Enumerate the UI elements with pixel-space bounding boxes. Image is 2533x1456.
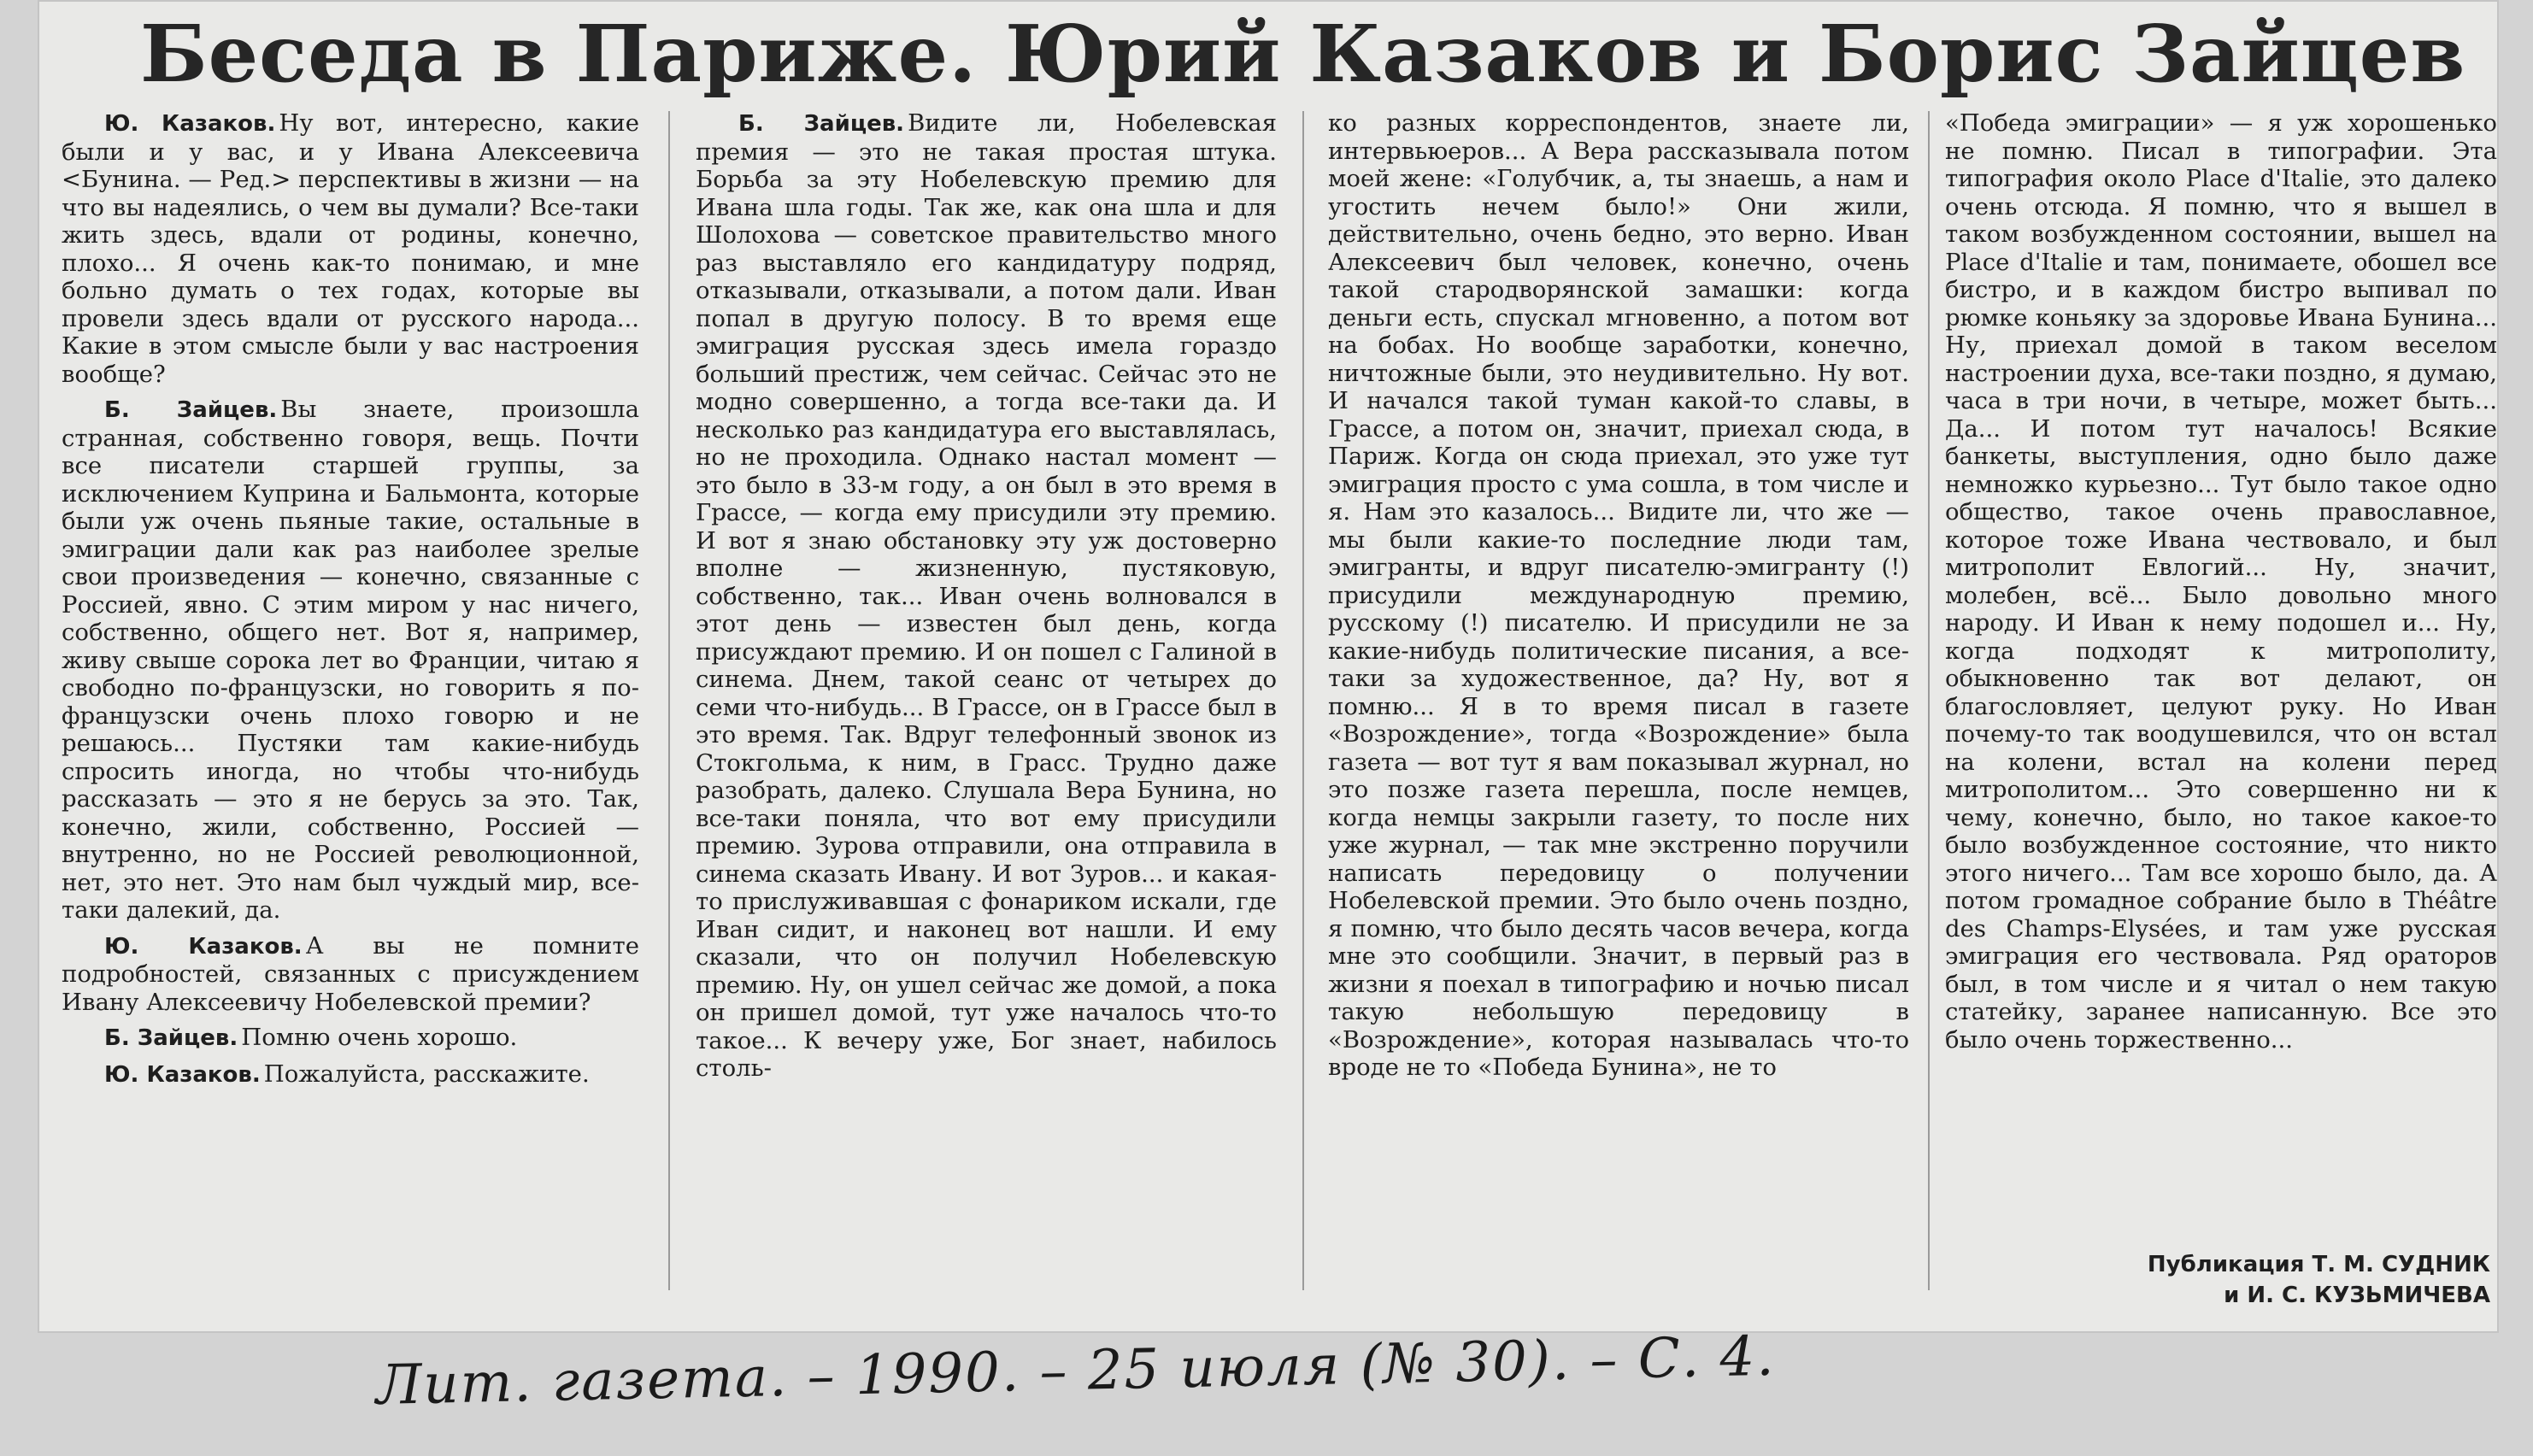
column-divider bbox=[1302, 111, 1304, 1290]
paragraph-text: «Победа эмиграции» — я уж хорошенько не помню. Писал в типографии. Эта типография около Place d'Italie, это далеко очень отсюда. Я помню, что я вышел в таком возбужденном состоянии, вышел на Place d'Italie и там, понимаете, обошел все бистро, и в каждом бистро выпивал по рюмке коньяку за здоровье Ивана Бунина... Ну, приехал домой в таком веселом настроении духа, все-таки поздно, я думаю, часа в три ночи, в четыре, может быть... Да... И потом тут началось! Всякие банкеты, выступления, одно было даже немножко курьезно... Тут было такое одно общество, такое очень православное, которое тоже Ивана чествовало, и был митрополит Евлогий... Ну, значит, молебен, всё... Было довольно много народу. И Иван к нему подошел и... Ну, когда подходят к митрополиту, обыкновенно так вот делают, он благословляет, целуют руку. Но Иван почему-то так воодушевился, что он встал на колени, встал на колени перед митрополитом... Это совершенно ни к чему, конечно, было, но такое какое-то было возбужденное состояние, что никто этого ничего... Там все хорошо было, да. А потом громадное собрание было в Théâtre des Champs-Elysées, и там уже русская эмиграция его чествовала. Ряд ораторов был, в том числе и я читал о нем такую статейку, заранее написанную. Все это было очень торжественно... bbox=[1945, 109, 2497, 1054]
paragraph-text: Ну вот, интересно, какие были и у вас, и у Ивана Алексеевича <Бунина. — Ред.> перспективы в жизни — на что вы надеялись, о чем вы думали? Все-таки жить здесь, вдали от родины, конечно, плохо... Я очень как-то понимаю, и мне больно думать о тех годах, которые вы провели здесь вдали от русского народа... Какие в этом смысле были у вас настроения вообще? bbox=[62, 109, 639, 388]
article-headline: Беседа в Париже. Юрий Казаков и Борис Зайцев bbox=[140, 8, 2466, 100]
article-paragraph bbox=[62, 1024, 639, 1053]
paragraph-text: А вы не помните подробностей, связанных с присуждением Ивану Алексеевичу Нобелевской премии? bbox=[62, 931, 639, 1016]
article-column-4 bbox=[1945, 109, 2497, 1323]
paragraph-text: Помню очень хорошо. bbox=[241, 1024, 518, 1051]
article-paragraph bbox=[62, 1060, 639, 1089]
paragraph-text: Пожалуйста, расскажите. bbox=[263, 1060, 590, 1088]
article-paragraph bbox=[62, 932, 639, 1017]
speaker-name: Б. Зайцев. bbox=[104, 397, 278, 423]
paragraph-text: Вы знаете, произошла странная, собственно говоря, вещь. Почти все писатели старшей группы, за исключением Куприна и Бальмонта, которые были уж очень пьяные такие, остальные в эмиграции дали как раз наиболее зрелые свои произведения — конечно, связанные с Россией, явно. С этим миром у нас ничего, собственно, общего нет. Вот я, например, живу свыше сорока лет во Франции, читаю я свободно по-французски, но говорить я по-французски очень плохо говорю и не решаюсь... Пустяки там какие-нибудь спросить иногда, но чтобы что-нибудь рассказать — это я не берусь за это. Так, конечно, жили, собственно, Россией — внутренно, но не Россией революционной, нет, это нет. Это нам был чуждый мир, все-таки далекий, да. bbox=[62, 396, 639, 924]
paragraph-text: Видите ли, Нобелевская премия — это не такая простая штука. Борьба за эту Нобелевскую премию для Ивана шла годы. Так же, как она шла и для Шолохова — советское правительство много раз выставляло его кандидатуру подряд, отказывали, отказывали, а потом дали. Иван попал в другую полосу. В то время еще эмиграция русская здесь имела гораздо больший престиж, чем сейчас. Сейчас это не модно совершенно, а тогда все-таки да. И несколько раз кандидатура его выставлялась, но не проходила. Однако настал момент — это было в 33-м году, а он был в это время в Грассе, — когда ему присудили эту премию. И вот я знаю обстановку эту уж достоверно вполне — жизненную, пустяковую, собственно, так... Иван очень волновался в этот день — известен был день, когда присуждают премию. И он пошел с Галиной в синема. Днем, такой сеанс от четырех до семи что-нибудь... В Грассе, он в Грассе был в это время. Так. Вдруг телефонный звонок из Стокгольма, к ним, в Грасс. Трудно даже разобрать, далеко. Слушала Вера Бунина, но все-таки поняла, что вот ему присудили премию. Зурова отправили, она отправила в синема сказать Ивану. И вот Зуров... и какая-то прислуживавшая с фонариком искали, где Иван сидит, и наконец вот нашли. И ему сказали, что он получил Нобелевскую премию. Ну, он ушел сейчас же домой, а пока он пришел домой, тут уже началось что-то такое... К вечеру уже, Бог знает, набилось столь- bbox=[696, 109, 1277, 1082]
article-column-2 bbox=[696, 109, 1277, 1323]
credits-line: и И. С. КУЗЬМИЧЕВА bbox=[2224, 1283, 2490, 1308]
speaker-name: Б. Зайцев. bbox=[104, 1025, 238, 1051]
article-paragraph bbox=[1328, 109, 1909, 1082]
article-paragraph bbox=[62, 396, 639, 925]
paragraph-text: ко разных корреспондентов, знаете ли, интервьюеров... А Вера рассказывала потом моей жене: «Голубчик, а, ты знаешь, а нам и угостить нечем было!» Они жили, действительно, очень бедно, это верно. Иван Алексеевич был человек, конечно, очень такой стародворянской замашки: когда деньги есть, спускал мгновенно, а потом вот на бобах. Но вообще заработки, конечно, ничтожные были, это неудивительно. Ну вот. И начался такой туман какой-то славы, в Грассе, а потом он, значит, приехал сюда, в Париж. Когда он сюда приехал, это уже тут эмиграция просто с ума сошла, в том числе и я. Нам это казалось... Видите ли, что же — мы были какие-то последние люди там, эмигранты, и вдруг писателю-эмигранту (!) присудили международную премию, русскому (!) писателю. И присудили не за какие-нибудь политические писания, а все-таки за художественное, да? Ну, вот я помню... Я в то время писал в газете «Возрождение», тогда «Возрождение» была газета — вот тут я вам показывал журнал, но это позже газета перешла, после немцев, когда немцы закрыли газету, то после них уже журнал, — так мне экстренно поручили написать передовицу о получении Нобелевской премии. Это было очень поздно, я помню, что было десять часов вечера, когда мне это сообщили. Значит, в первый раз в жизни я поехал в типографию и ночью писал такую небольшую передовицу в «Возрождение», которая называлась что-то вроде не то «Победа Бунина», не то bbox=[1328, 109, 1909, 1081]
publication-credits bbox=[2063, 1249, 2490, 1311]
article-paragraph bbox=[696, 109, 1277, 1083]
article-paragraph bbox=[62, 109, 639, 388]
credits-line: Публикация Т. М. СУДНИК bbox=[2147, 1252, 2490, 1277]
article-column-1 bbox=[62, 109, 639, 1323]
column-divider bbox=[668, 111, 670, 1290]
speaker-name: Ю. Казаков. bbox=[104, 1061, 261, 1088]
column-divider bbox=[1928, 111, 1930, 1290]
article-column-3 bbox=[1328, 109, 1909, 1323]
newspaper-clipping bbox=[38, 0, 2499, 1333]
speaker-name: Б. Зайцев. bbox=[738, 111, 905, 137]
article-paragraph bbox=[1945, 109, 2497, 1054]
speaker-name: Ю. Казаков. bbox=[104, 933, 303, 960]
speaker-name: Ю. Казаков. bbox=[104, 111, 276, 137]
handwritten-source-note: Лит. газета. – 1990. – 25 июля (№ 30). – С. 4. bbox=[375, 1324, 1777, 1418]
